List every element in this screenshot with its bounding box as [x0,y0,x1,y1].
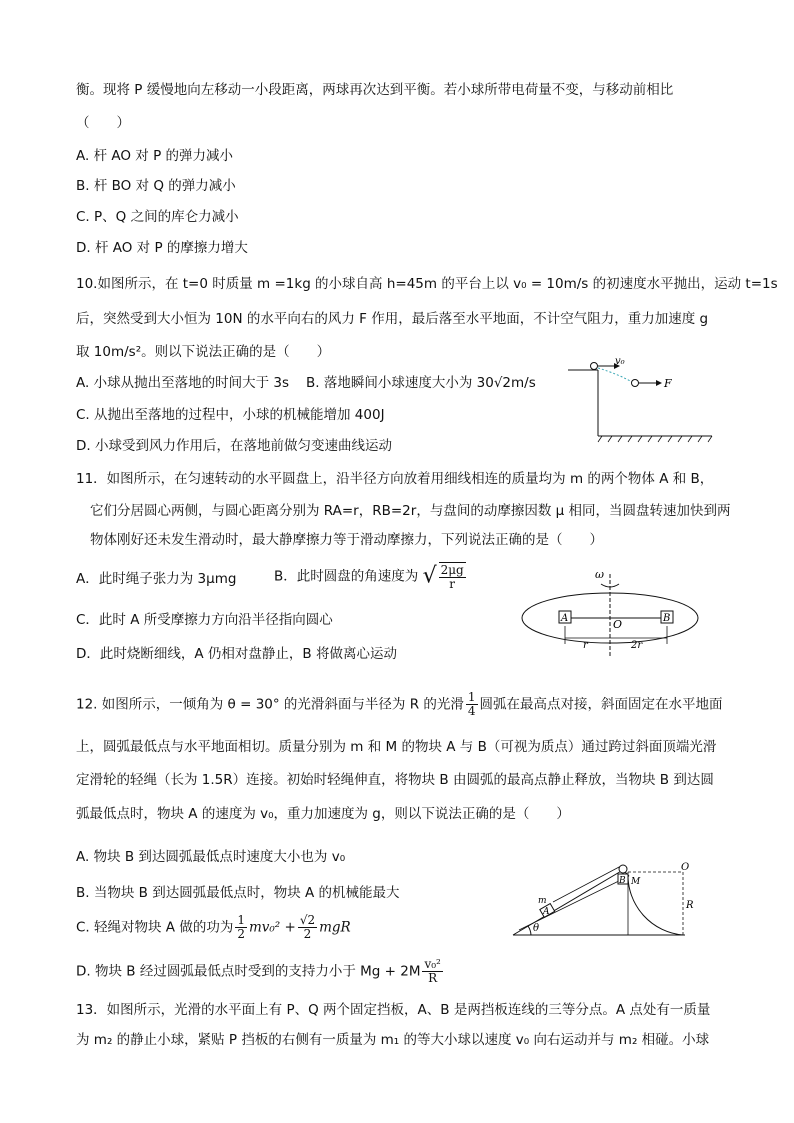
q11-option-a: A．此时绳子张力为 3μmg [76,571,237,587]
q12-optc-frac2-num: √2 [299,913,316,927]
q12-line1-post: 圆弧在最高点对接，斜面固定在水平地面 [479,696,723,713]
q11-label-o: O [613,618,623,631]
q12-label-b: B [619,876,626,886]
q12-line4: 弧最低点时，物块 A 的速度为 v₀，重力加速度为 g，则以下说法正确的是（ ） [76,806,570,822]
q10-v0-label: v₀ [615,358,625,367]
q11-label-a: A [561,613,569,624]
q10-line3: 取 10m/s²。则以下说法正确的是（ ） [76,344,331,360]
q12-option-b: B. 当物块 B 到达圆弧最低点时，物块 A 的机械能最大 [76,885,400,901]
q9-option-c: C. P、Q 之间的库仑力减小 [76,209,239,225]
q12-pulley [619,865,627,873]
q10-ball-wind [632,380,639,387]
q12-option-d [76,958,445,985]
q11-label-r: r [583,640,588,651]
q12-optc-frac1-num: 1 [237,913,245,927]
q9-option-d: D. 杆 AO 对 P 的摩擦力增大 [76,240,248,256]
q11-line2: 它们分居圆心两侧，与圆心距离分别为 RA=r，RB=2r，与盘间的动摩擦因数 μ 相同，当圆盘转速加快到两 [90,503,731,519]
q9-paren: （ ） [76,115,130,131]
q12-option-a: A. 物块 B 到达圆弧最低点时速度大小也为 v₀ [76,849,346,865]
q11-option-d: D．此时烧断细线，A 仍相对盘静止，B 将做离心运动 [76,646,397,662]
q10-line1: 10.如图所示，在 t=0 时质量 m =1kg 的小球自高 h=45m 的平台上以 v₀ = 10m/s 的初速度水平抛出，运动 t=1s [76,276,778,292]
q12-theta-arc [528,926,531,935]
q10-option-c: C. 从抛出至落地的过程中，小球的机械能增加 400J [76,407,385,423]
q12-label-a: A [543,907,550,917]
q11-line3: 物体刚好还未发生滑动时，最大静摩擦力等于滑动摩擦力，下列说法正确的是（ ） [90,532,603,548]
q13-line2: 为 m₂ 的静止小球，紧贴 P 挡板的右侧有一质量为 m₁ 的等大小球以速度 v₀ 向右运动并与 m₂ 相碰。小球 [76,1032,710,1048]
q12-figure [505,860,710,942]
q12-option-c [76,914,351,941]
q12-line3: 定滑轮的轻绳（长为 1.5R）连接。初始时轻绳伸直，将物块 B 由圆弧的最高点静止释放，当物块 B 到达圆 [76,772,714,788]
q11-figure [515,566,705,658]
q11-option-c: C．此时 A 所受摩擦力方向沿半径指向圆心 [76,612,333,628]
q10-line2: 后，突然受到大小恒为 10N 的水平向右的风力 F 作用，最后落至水平地面，不计空气阻力，重力加速度 g [76,311,709,327]
q12-optc-post: mgR [319,919,351,936]
q12-frac-num: 1 [467,690,476,704]
q10-option-d: D. 小球受到风力作用后，在落地前做匀变速曲线运动 [76,438,392,454]
q12-line1-pre: 12. 如图所示，一倾角为 θ = 30° 的光滑斜面与半径为 R 的光滑 [76,696,464,713]
q10-trajectory [598,368,632,382]
q12-optd-den: R [428,971,438,985]
q12-optc-frac2-den: 2 [303,927,312,941]
q12-line2: 上，圆弧最低点与水平地面相切。质量分别为 m 和 M 的物块 A 与 B（可视为质点）通过跨过斜面顶端光滑 [76,739,717,755]
q11-rotation-arrow [601,584,619,587]
q12-optd-pre: D. 物块 B 经过圆弧最低点时受到的支持力小于 Mg + 2M [76,963,421,980]
q10-ball-start [591,363,598,370]
q12-label-big-m: M [631,877,641,887]
q11-optb-den: r [449,577,456,591]
q11-line1: 11．如图所示，在匀速转动的水平圆盘上，沿半径方向放着用细线相连的质量均为 m 的两个物体 A 和 B， [76,471,714,487]
q12-optc-pre: C. 轻绳对物块 A 做的功为 [76,919,234,936]
q11-omega-label: ω [595,568,604,581]
q10-option-b: B. 落地瞬间小球速度大小为 30√2m/s [306,375,536,391]
q11-option-b-text: B．此时圆盘的角速度为 [274,568,419,585]
q12-label-m: m [538,896,547,906]
q11-label-2r: 2r [631,640,643,651]
q9-option-b: B. 杆 BO 对 Q 的弹力减小 [76,178,236,194]
q9-option-a: A. 杆 AO 对 P 的弹力减小 [76,148,234,164]
q12-optc-frac1-den: 2 [237,927,245,941]
q10-option-a: A. 小球从抛出至落地的时间大于 3s [76,375,289,391]
q12-line1 [76,691,723,718]
q12-optc-mid: mv₀² + [248,919,296,936]
q10-force-label: F [664,377,672,390]
q12-theta-label: θ [533,923,540,934]
q11-label-b: B [663,613,671,624]
q13-line1: 13．如图所示，光滑的水平面上有 P、Q 两个固定挡板，A、B 是两挡板连线的三等分点。A 点处有一质量 [76,1002,711,1018]
q12-label-r: R [686,900,694,911]
q9-stem-tail: 衡。现将 P 缓慢地向左移动一小段距离，两球再次达到平衡。若小球所带电荷量不变，与移动前相比 [76,82,674,98]
q11-optb-num: 2μg [440,563,464,577]
q11-option-b: B．此时圆盘的角速度为 √ $\frac{2\mu g}{r}$ [274,563,464,591]
q10-figure [560,358,720,444]
q12-frac-den: 4 [467,704,476,718]
q12-optd-num: v₀² [424,957,441,971]
q12-label-o: O [681,862,690,873]
